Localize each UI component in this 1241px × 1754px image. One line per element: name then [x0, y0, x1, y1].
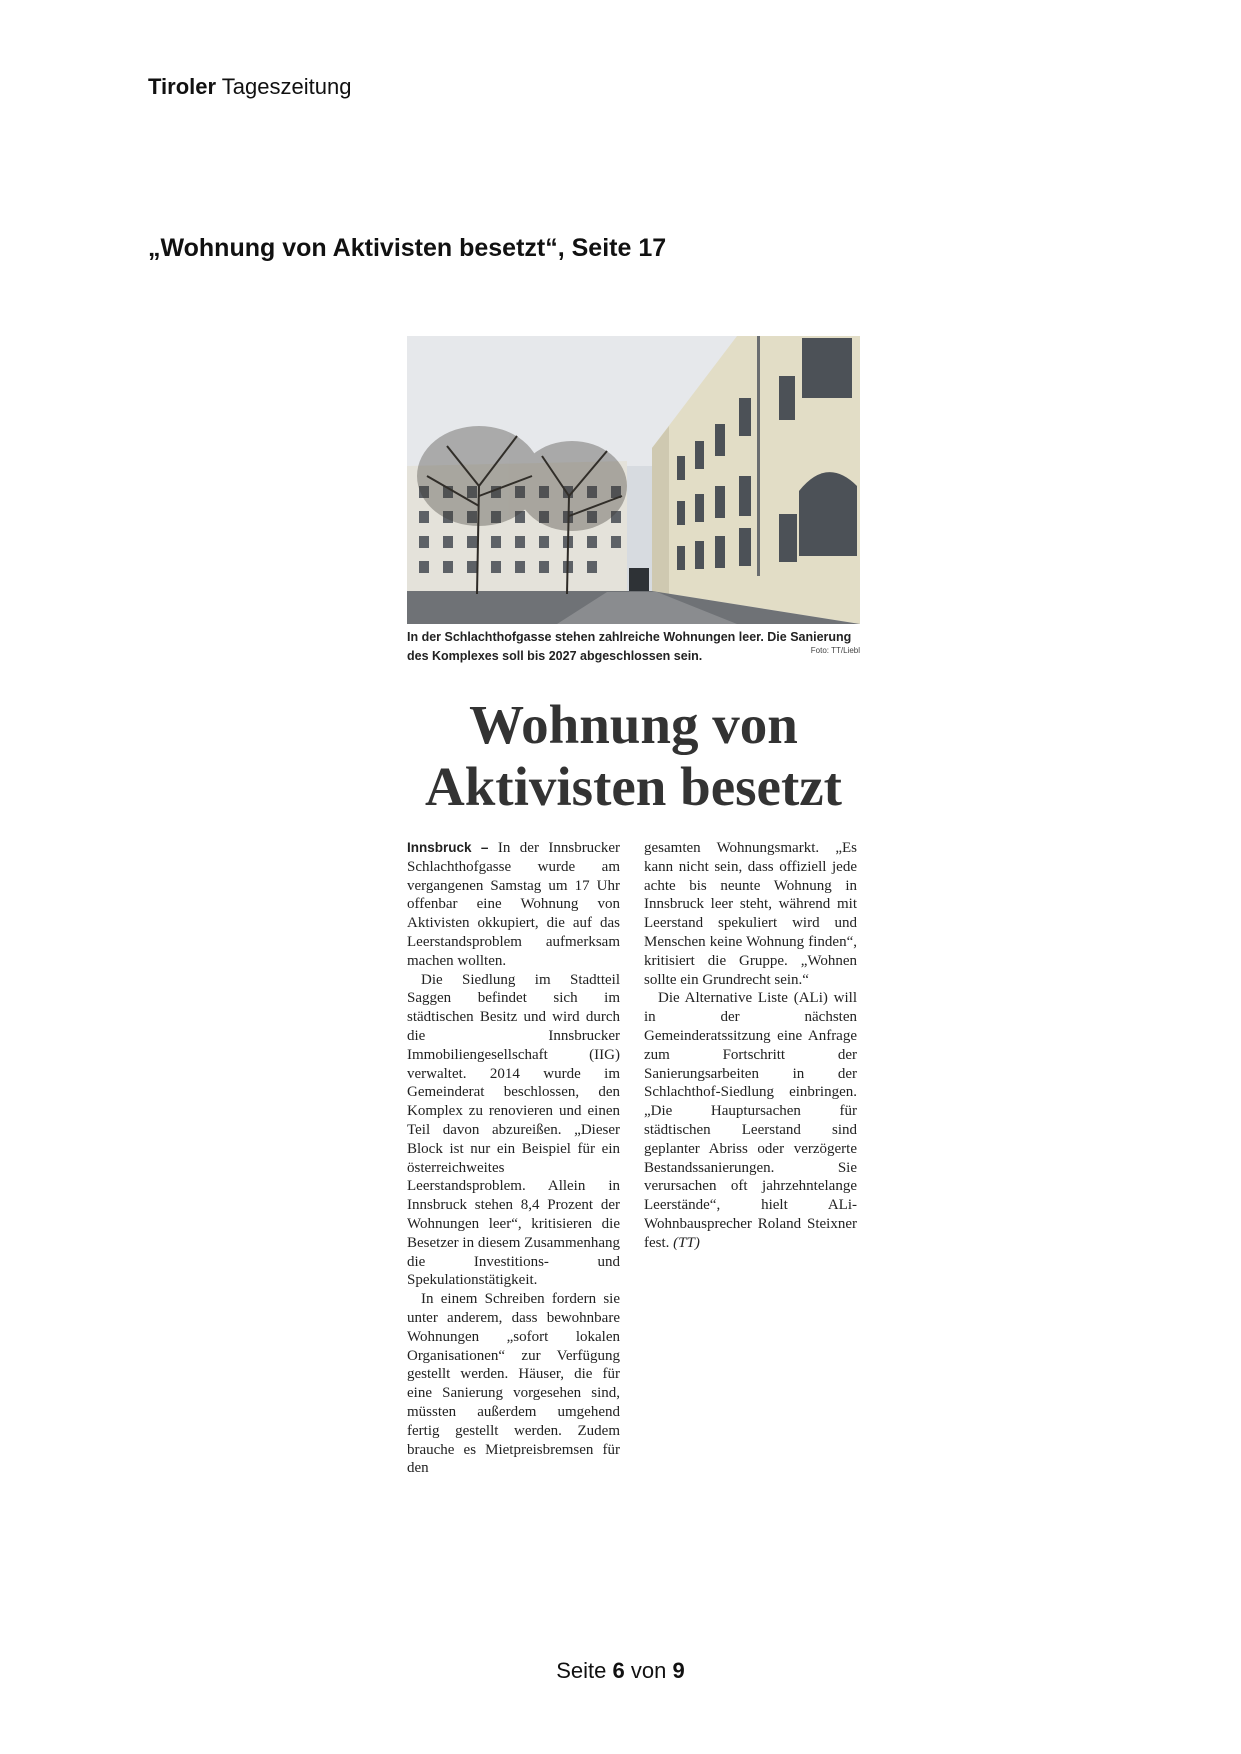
- photo-caption: In der Schlachthofgasse stehen zahlreiche Wohnungen leer. Die Sanierung des Komplexes soll bis 2027 abgeschlossen sein.: [407, 630, 852, 663]
- publication-name-bold: Tiroler: [148, 74, 217, 99]
- article-column-left: [407, 839, 620, 1478]
- headline-line-1: Wohnung von: [469, 694, 798, 755]
- article-headline: [407, 694, 860, 818]
- headline-line-2: Aktivisten besetzt: [424, 756, 842, 817]
- paragraph: [644, 989, 857, 1252]
- footer-page-number: 6: [612, 1658, 625, 1683]
- paragraph: [407, 839, 620, 971]
- photo-credit: Foto: TT/Liebl: [810, 646, 860, 655]
- document-title: „Wohnung von Aktivisten besetzt“, Seite 17: [148, 234, 667, 262]
- footer-prefix: Seite: [556, 1658, 607, 1683]
- article-column-right: [644, 839, 857, 1253]
- paragraph-text: In der Innsbrucker Schlachthofgasse wurde am vergangenen Samstag um 17 Uhr offenbar eine Wohnung von Aktivisten okkupiert, die auf das Leerstandsproblem aufmerksam machen wollten.: [407, 840, 620, 969]
- newspaper-clipping: [407, 336, 860, 1486]
- publication-name: [148, 74, 351, 100]
- dateline: Innsbruck –: [407, 840, 489, 855]
- publication-name-rest: Tageszeitung: [221, 74, 352, 99]
- page-footer: [0, 1658, 1241, 1684]
- paragraph: Die Siedlung im Stadtteil Saggen befindet sich im städtischen Besitz und wird durch die Innsbrucker Immobiliengesellschaft (IIG) verwaltet. 2014 wurde im Gemeinderat beschlossen, den Komplex zu renovieren und einen Teil davon abzureißen. „Dieser Block ist nur ein Beispiel für ein österreichweites Leerstandsproblem. Allein in Innsbruck stehen 8,4 Prozent der Wohnungen leer“, kritisieren die Besetzer in diesem Zusammenhang die Investitions- und Spekulationstätigkeit.: [407, 971, 620, 1289]
- footer-page-total: 9: [672, 1658, 685, 1683]
- building-courtyard-photo: [407, 336, 860, 624]
- byline: (TT): [673, 1234, 700, 1251]
- article-photo: [407, 336, 860, 624]
- paragraph: In einem Schreiben fordern sie unter anderem, dass bewohnbare Wohnungen „sofort lokalen Organisationen“ zur Verfügung gestellt werden. Häuser, die für eine Sanierung vorgesehen sind, müssten außerdem umgehend fertig gestellt werden. Zudem brauche es Mietpreisbremsen für den: [407, 1291, 620, 1477]
- paragraph-text: Die Alternative Liste (ALi) will in der nächsten Gemeinderatssitzung eine Anfrage zum Fortschritt der Sanierungsarbeiten in der Schlachthof-Siedlung einbringen. „Die Hauptursachen für städtischen Leerstand sind geplanter Abriss oder verzögerte Bestandssanierungen. Sie verursachen oft jahrzehntelange Leerstände“, hielt ALi-Wohnbausprecher Roland Steixner fest.: [644, 990, 857, 1251]
- footer-middle: von: [630, 1658, 667, 1683]
- paragraph: gesamten Wohnungsmarkt. „Es kann nicht sein, dass offiziell jede achte bis neunte Wohnung in Innsbruck leer steht, während mit Leerstand spekuliert wird und Menschen keine Wohnung finden“, kritisiert die Gruppe. „Wohnen sollte ein Grundrecht sein.“: [644, 840, 857, 988]
